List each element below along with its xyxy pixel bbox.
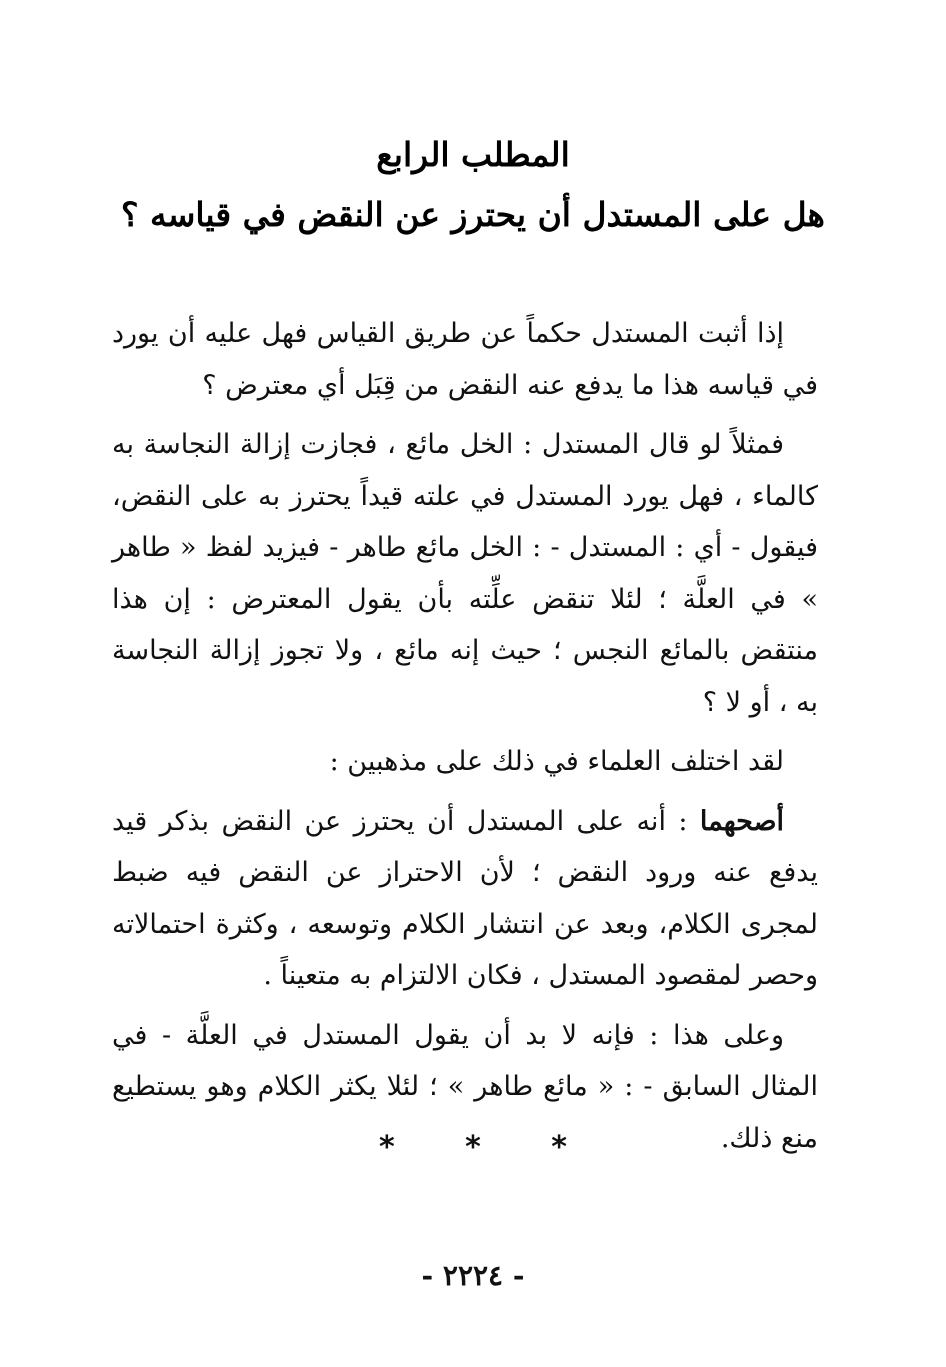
separator-star: *: [378, 1130, 395, 1165]
section-separator: [0, 1128, 946, 1168]
paragraph-conclusion: وعلى هذا : فإنه لا بد أن يقول المستدل في العلَّة - في المثال السابق - : « مائع طاهر » ؛ لئلا يكثر الكلام وهو يستطيع منع ذلك.: [112, 1019, 818, 1154]
page-number: - ٢٢٢٤ -: [421, 1259, 525, 1292]
separator-star: *: [465, 1130, 481, 1165]
separator-star: *: [551, 1130, 567, 1165]
body-text: [112, 308, 818, 1172]
paragraph-example: فمثلاً لو قال المستدل : الخل مائع ، فجازت إزالة النجاسة به كالماء ، فهل يورد المستدل في علته قيداً يحترز به على النقض، فيقول - أي : المستدل - : الخل مائع طاهر - فيزيد لفظ « طاهر » في العلَّة ؛ لئلا تنقض علِّته بأن يقول المعترض : إن هذا منتقض بالمائع النجس ؛ حيث إنه مائع ، ولا تجوز إزالة النجاسة به ، أو لا ؟: [112, 429, 818, 718]
section-title: هل على المستدل أن يحترز عن النقض في قياسه ؟: [121, 195, 825, 234]
section-label: المطلب الرابع: [376, 135, 570, 174]
paragraph-question: إذا أثبت المستدل حكماً عن طريق القياس فهل عليه أن يورد في قياسه هذا ما يدفع عنه النقض من قِبَل أي معترض ؟: [112, 318, 818, 401]
preferred-opinion-text: : أنه على المستدل أن يحترز عن النقض بذكر قيد يدفع عنه ورود النقض ؛ لأن الاحتراز عن النقض فيه ضبط لمجرى الكلام، وبعد عن انتشار الكلام وتوسعه ، وكثرة احتمالاته وحصر لمقصود المستدل ، فكان الالتزام به متعيناً .: [112, 805, 818, 991]
paragraph-preferred-opinion: [112, 796, 818, 1002]
preferred-opinion-lead: أصحهما: [699, 805, 784, 837]
paragraph-opinions-intro: لقد اختلف العلماء في ذلك على مذهبين :: [329, 746, 784, 777]
